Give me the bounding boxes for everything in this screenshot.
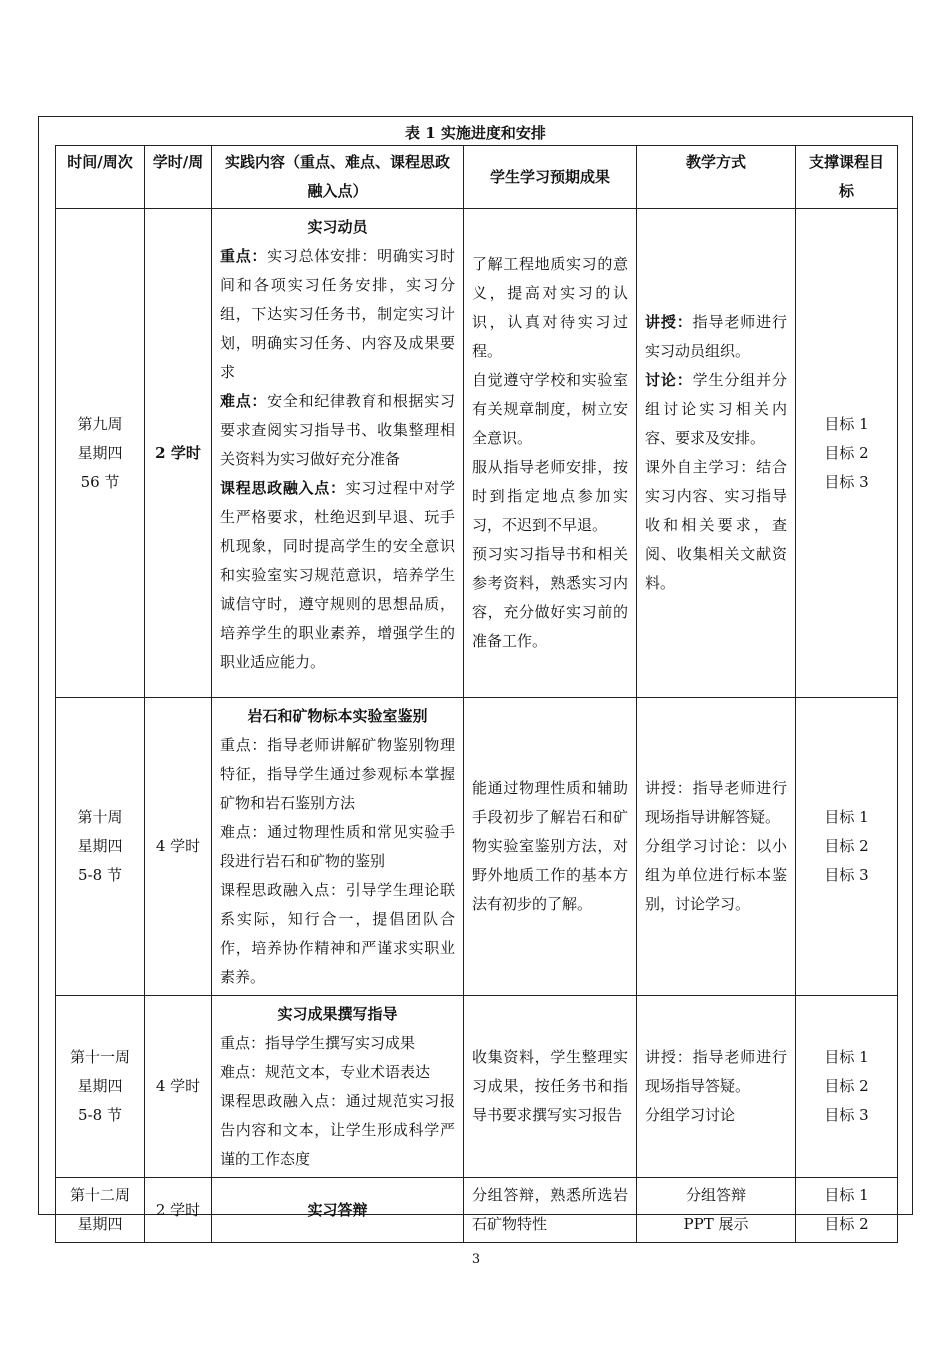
method-label: 讲授： — [645, 313, 693, 331]
header-time: 时间/周次 — [56, 146, 145, 209]
method-text: 课外自主学习：结合实习内容、实习指导收和相关要求，查阅、收集相关文献资料。 — [645, 458, 787, 592]
header-goal: 支撑课程目标 — [796, 146, 898, 209]
method-cell — [637, 209, 796, 698]
page-number: 3 — [471, 1252, 481, 1267]
time-cell — [56, 209, 145, 698]
time-cell — [56, 698, 145, 996]
schedule-table — [55, 145, 898, 1243]
method-text: 分组学习讨论：以小组为单位进行标本鉴别，讨论学习。 — [645, 837, 787, 913]
time-cell — [56, 1178, 145, 1243]
outcome-cell: 能通过物理性质和辅助手段初步了解岩石和矿物实验室鉴别方法，对野外地质工作的基本方法有初步的了解。 — [464, 698, 637, 996]
hours-cell: 2 学时 — [145, 1178, 212, 1243]
goal-item: 目标 1 — [824, 1048, 869, 1066]
content-title: 岩石和矿物标本实验室鉴别 — [247, 707, 428, 725]
goal-item: 目标 3 — [824, 866, 869, 884]
header-outcome: 学生学习预期成果 — [464, 146, 637, 209]
method-text: 学生分组并分组讨论实习相关内容、要求及安排。 — [645, 371, 787, 447]
outcome-text: 服从指导老师安排，按时到指定地点参加实习，不迟到不早退。 — [472, 458, 628, 534]
content-title: 实习答辩 — [212, 1178, 464, 1243]
goal-item: 目标 2 — [824, 837, 869, 855]
outcome-text: 预习实习指导书和相关参考资料，熟悉实习内容，充分做好实习前的准备工作。 — [472, 545, 628, 650]
goal-item: 目标 1 — [824, 1186, 869, 1204]
time-line: 星期四 — [77, 443, 123, 462]
goal-cell — [796, 1178, 898, 1243]
difficulty-text: 难点：规范文本，专业术语表达 — [220, 1063, 431, 1081]
time-line: 第十周 — [77, 808, 123, 826]
header-method: 教学方式 — [637, 146, 796, 209]
ideology-text: 课程思政融入点：通过规范实习报告内容和文本，让学生形成科学严谨的工作态度 — [220, 1092, 455, 1168]
ideology-label: 课程思政融入点： — [220, 479, 346, 497]
table-row — [56, 209, 898, 698]
outcome-cell: 分组答辩，熟悉所选岩石矿物特性 — [464, 1178, 637, 1243]
header-content: 实践内容（重点、难点、课程思政融入点） — [212, 146, 464, 209]
time-line: 第十二周 — [69, 1186, 130, 1204]
method-text: PPT 展示 — [683, 1215, 749, 1233]
difficulty-label: 难点： — [220, 392, 268, 410]
method-text: 讲授：指导老师进行现场指导答疑。 — [645, 1048, 787, 1095]
goal-cell — [796, 209, 898, 698]
time-line: 星期四 — [77, 1215, 123, 1233]
content-cell — [212, 996, 464, 1178]
time-line: 第十一周 — [69, 1048, 130, 1066]
hours-cell: 2 学时 — [145, 209, 212, 698]
time-line: 5-8 节 — [78, 1106, 122, 1124]
header-hours: 学时/周 — [145, 146, 212, 209]
table-row — [56, 1178, 898, 1243]
outcome-cell — [464, 209, 637, 698]
outcome-text: 了解工程地质实习的意义，提高对实习的认识，认真对待实习过程。 — [472, 255, 628, 360]
content-title: 实习成果撰写指导 — [277, 1005, 398, 1023]
method-text: 分组学习讨论 — [645, 1106, 736, 1124]
goal-item: 目标 2 — [824, 1215, 869, 1233]
key-label: 重点： — [220, 247, 268, 265]
key-text: 重点：指导老师讲解矿物鉴别物理特征，指导学生通过参观标本掌握矿物和岩石鉴别方法 — [220, 736, 455, 812]
table-row — [56, 698, 898, 996]
header-row — [56, 146, 898, 209]
time-line: 星期四 — [77, 837, 123, 855]
content-cell — [212, 698, 464, 996]
time-line: 5-8 节 — [78, 866, 122, 884]
method-text: 讲授：指导老师进行现场指导讲解答疑。 — [645, 779, 787, 826]
key-text: 实习总体安排：明确实习时间和各项实习任务安排，实习分组，下达实习任务书，制定实习计划，明确实习任务、内容及成果要求 — [220, 247, 455, 381]
difficulty-text: 安全和纪律教育和根据实习要求查阅实习指导书、收集整理相关资料为实习做好充分准备 — [220, 392, 455, 468]
goal-cell — [796, 698, 898, 996]
goal-item: 目标 3 — [824, 1106, 869, 1124]
hours-cell: 4 学时 — [145, 996, 212, 1178]
table-row — [56, 996, 898, 1178]
time-line: 56 节 — [80, 472, 120, 491]
goal-item: 目标 1 — [824, 808, 869, 826]
time-line: 第九周 — [77, 414, 123, 433]
time-cell — [56, 996, 145, 1178]
outcome-cell: 收集资料，学生整理实习成果，按任务书和指导书要求撰写实习报告 — [464, 996, 637, 1178]
method-cell — [637, 698, 796, 996]
goal-item: 目标 1 — [824, 414, 869, 433]
goal-item: 目标 3 — [824, 472, 869, 491]
method-text: 指导老师进行实习动员组织。 — [645, 313, 787, 360]
goal-item: 目标 2 — [824, 443, 869, 462]
ideology-text: 课程思政融入点：引导学生理论联系实际，知行合一，提倡团队合作，培养协作精神和严谨求实职业素养。 — [220, 881, 455, 986]
method-label: 讨论： — [645, 371, 693, 389]
difficulty-text: 难点：通过物理性质和常见实验手段进行岩石和矿物的鉴别 — [220, 823, 455, 870]
table-caption: 表 1 实施进度和安排 — [405, 124, 546, 142]
goal-cell — [796, 996, 898, 1178]
ideology-text: 实习过程中对学生严格要求，杜绝迟到早退、玩手机现象，同时提高学生的安全意识和实验室实习规范意识，培养学生诚信守时，遵守规则的思想品质，培养学生的职业素养，增强学生的职业适应能力。 — [220, 479, 455, 671]
hours-cell: 4 学时 — [145, 698, 212, 996]
content-cell — [212, 209, 464, 698]
outcome-text: 自觉遵守学校和实验室有关规章制度，树立安全意识。 — [472, 371, 628, 447]
method-text: 分组答辩 — [685, 1186, 746, 1204]
time-line: 星期四 — [77, 1077, 123, 1095]
content-title: 实习动员 — [307, 218, 368, 236]
goal-item: 目标 2 — [824, 1077, 869, 1095]
method-cell — [637, 996, 796, 1178]
method-cell — [637, 1178, 796, 1243]
key-text: 重点：指导学生撰写实习成果 — [220, 1034, 416, 1052]
